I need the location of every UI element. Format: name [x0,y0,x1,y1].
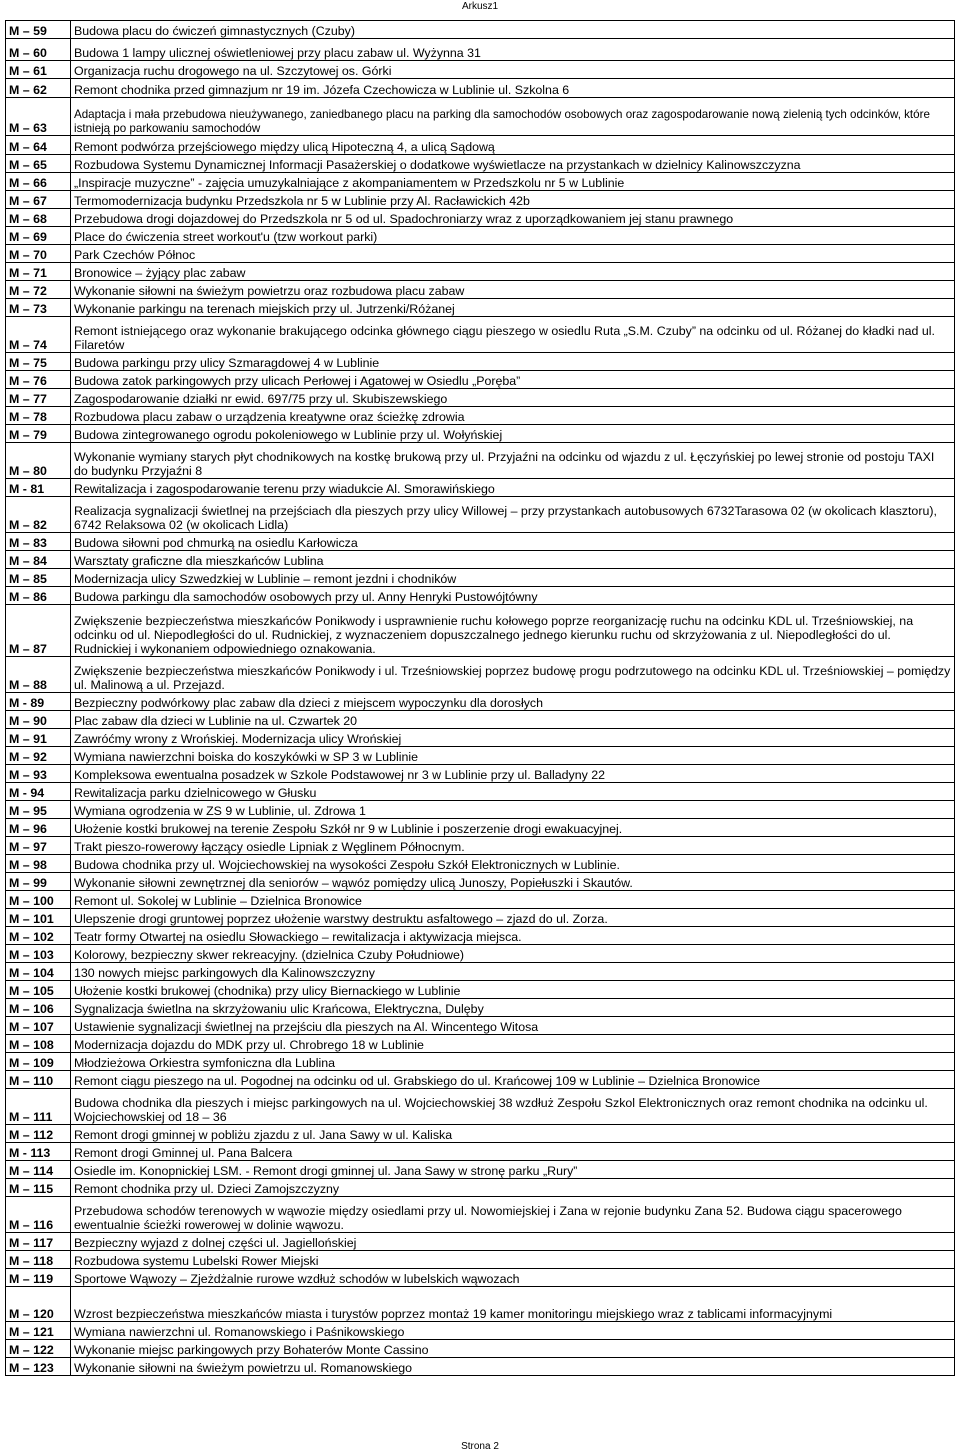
table-row [6,1340,955,1358]
table-row [6,693,955,711]
project-description[interactable]: Kolorowy, bezpieczny skwer rekreacyjny. (dzielnica Czuby Południowe) [71,945,955,963]
project-code[interactable]: M – 66 [6,173,71,191]
table-row [6,909,955,927]
table-row [6,191,955,209]
project-description[interactable]: Place do ćwiczenia street workout'u (tzw workout parki) [71,227,955,245]
project-description[interactable]: Wykonanie siłowni zewnętrznej dla seniorów – wąwóz pomiędzy ulicą Junoszy, Popiełuszki i Skautów. [71,873,955,891]
project-description[interactable]: Budowa zatok parkingowych przy ulicach Perłowej i Agatowej w Osiedlu „Poręba” [71,371,955,389]
project-code[interactable]: M – 80 [6,443,71,479]
project-description[interactable]: Modernizacja dojazdu do MDK przy ul. Chrobrego 18 w Lublinie [71,1035,955,1053]
project-description[interactable]: Rewitalizacja i zagospodarowanie terenu przy wiadukcie Al. Smorawińskiego [71,479,955,497]
project-description[interactable]: Sportowe Wąwozy – Zjeżdżalnie rurowe wzdłuż schodów w lubelskich wąwozach [71,1269,955,1287]
project-code[interactable]: M – 75 [6,353,71,371]
table-row [6,945,955,963]
project-description[interactable]: Remont ciągu pieszego na ul. Pogodnej na odcinku od ul. Grabskiego do ul. Krańcowej 109 w Lublinie – Dzielnica Bronowice [71,1071,955,1089]
project-code[interactable]: M – 88 [6,657,71,693]
project-code[interactable]: M - 113 [6,1143,71,1161]
table-row [6,855,955,873]
table-row [6,927,955,945]
project-description[interactable]: Wykonanie parkingu na terenach miejskich przy ul. Jutrzenki/Różanej [71,299,955,317]
table-row [6,837,955,855]
project-description[interactable]: Wymiana ogrodzenia w ZS 9 w Lublinie, ul. Zdrowa 1 [71,801,955,819]
table-row [6,263,955,281]
table-row [6,407,955,425]
project-description[interactable]: Sygnalizacja świetlna na skrzyżowaniu ulic Krańcowa, Elektryczna, Dulęby [71,999,955,1017]
project-code[interactable]: M – 84 [6,551,71,569]
project-description[interactable]: Budowa chodnika dla pieszych i miejsc parkingowych na ul. Wojciechowskiej 38 wzdłuż Zespołu Szkol Elektronicznych oraz remont chodnika na odcinku ul. Wojciechowskiej od 18 – 36 [71,1089,955,1125]
project-description[interactable]: Wymiana nawierzchni ul. Romanowskiego i Paśnikowskiego [71,1322,955,1340]
project-description[interactable]: Trakt pieszo-rowerowy łączący osiedle Lipniak z Węglinem Północnym. [71,837,955,855]
project-code[interactable]: M – 122 [6,1340,71,1358]
table-row [6,711,955,729]
page-footer: Strona 2 [461,1441,499,1452]
table-row [6,551,955,569]
project-code[interactable]: M – 59 [6,21,71,39]
project-code[interactable]: M – 98 [6,855,71,873]
project-description[interactable]: Rozbudowa Systemu Dynamicznej Informacji Pasażerskiej o dodatkowe wyświetlacze na przystankach w dzielnicy Kalinowszczyzna [71,155,955,173]
project-description[interactable]: Remont drogi gminnej w pobliżu zjazdu z ul. Jana Sawy w ul. Kaliska [71,1125,955,1143]
project-code[interactable]: M – 85 [6,569,71,587]
project-code[interactable]: M – 108 [6,1035,71,1053]
project-description[interactable]: Bronowice – żyjący plac zabaw [71,263,955,281]
project-description[interactable]: Wykonanie wymiany starych płyt chodnikowych na kostkę brukową przy ul. Przyjaźni na odcinku od wjazdu z ul. Łęczyńskiej po lewej stronie od postoju TAXI do budynku Przyjaźni 8 [71,443,955,479]
project-description[interactable]: Osiedle im. Konopnickiej LSM. - Remont drogi gminnej ul. Jana Sawy w stronę parku „Rury” [71,1161,955,1179]
project-description[interactable]: Termomodernizacja budynku Przedszkola nr 5 w Lublinie przy Al. Racławickich 42b [71,191,955,209]
table-row [6,209,955,227]
table-row [6,1053,955,1071]
table-row [6,533,955,551]
project-code[interactable]: M – 99 [6,873,71,891]
table-row [6,891,955,909]
project-code[interactable]: M – 90 [6,711,71,729]
table-row [6,98,955,136]
project-code[interactable]: M – 86 [6,587,71,605]
table-row [6,1233,955,1251]
project-code[interactable]: M – 71 [6,263,71,281]
project-code[interactable]: M – 60 [6,39,71,61]
project-code[interactable]: M – 68 [6,209,71,227]
table-row [6,227,955,245]
table-row [6,1287,955,1322]
project-code[interactable]: M – 79 [6,425,71,443]
project-description[interactable]: Modernizacja ulicy Szwedzkiej w Lublinie – remont jezdni i chodników [71,569,955,587]
project-description[interactable]: Ułożenie kostki brukowej (chodnika) przy ulicy Biernackiego w Lublinie [71,981,955,999]
table-row [6,569,955,587]
project-code[interactable]: M – 112 [6,1125,71,1143]
table-row [6,1269,955,1287]
project-code[interactable]: M – 116 [6,1197,71,1233]
table-row [6,963,955,981]
table-row [6,1358,955,1376]
table-row [6,79,955,98]
table-row [6,479,955,497]
project-code[interactable]: M – 72 [6,281,71,299]
table-row [6,1035,955,1053]
project-description[interactable]: Przebudowa schodów terenowych w wąwozie między osiedlami przy ul. Nowomiejskiej i Zana w rejonie budynku Zana 52. Budowa ciągu spacerowego ewentualnie ścieżki rowerowej w dolinie wąwozu. [71,1197,955,1233]
project-code[interactable]: M – 61 [6,61,71,79]
table-row [6,155,955,173]
project-description[interactable]: Rozbudowa placu zabaw o urządzenia kreatywne oraz ścieżkę zdrowia [71,407,955,425]
sheet-name: Arkusz1 [461,1,499,12]
table-row [6,136,955,155]
project-description[interactable]: Budowa placu do ćwiczeń gimnastycznych (Czuby) [71,21,955,39]
project-description[interactable]: Budowa parkingu dla samochodów osobowych przy ul. Anny Henryki Pustowójtówny [71,587,955,605]
project-code[interactable]: M – 115 [6,1179,71,1197]
table-row [6,353,955,371]
project-description[interactable]: Park Czechów Północ [71,245,955,263]
project-description[interactable]: Zwiększenie bezpieczeństwa mieszkańców Ponikwody i ul. Trześniowskiej poprzez budowę progu podrzutowego na odcinku KDL ul. Trześniowskiej – pomiędzy ul. Malinową a ul. Przejazd. [71,657,955,693]
project-description[interactable]: Zawróćmy wrony z Wrońskiej. Modernizacja ulicy Wrońskiej [71,729,955,747]
projects-table [5,20,955,1376]
project-code[interactable]: M – 92 [6,747,71,765]
project-description[interactable]: Budowa 1 lampy ulicznej oświetleniowej przy placu zabaw ul. Wyżynna 31 [71,39,955,61]
project-description[interactable]: Plac zabaw dla dzieci w Lublinie na ul. Czwartek 20 [71,711,955,729]
project-description[interactable]: „Inspiracje muzyczne” - zajęcia umuzykalniające z akompaniamentem w Przedszkolu nr 5 w Lublinie [71,173,955,191]
project-description[interactable]: Wykonanie miejsc parkingowych przy Bohaterów Monte Cassino [71,1340,955,1358]
table-row [6,173,955,191]
project-code[interactable]: M – 101 [6,909,71,927]
project-description[interactable]: Wzrost bezpieczeństwa mieszkańców miasta i turystów poprzez montaż 19 kamer monitoringu miejskiego wraz z tablicami informacyjnymi [71,1287,955,1322]
project-description[interactable]: Ulepszenie drogi gruntowej poprzez ułożenie warstwy destruktu asfaltowego – zjazd do ul. Zorza. [71,909,955,927]
project-description[interactable]: Warsztaty graficzne dla mieszkańców Lublina [71,551,955,569]
project-description[interactable]: Budowa chodnika przy ul. Wojciechowskiej na wysokości Zespołu Szkół Elektronicznych w Lublinie. [71,855,955,873]
table-row [6,1322,955,1340]
project-code[interactable]: M – 67 [6,191,71,209]
table-row [6,1017,955,1035]
project-code[interactable]: M - 81 [6,479,71,497]
table-row [6,1179,955,1197]
table-row [6,443,955,479]
table-row [6,245,955,263]
project-code[interactable]: M - 94 [6,783,71,801]
table-row [6,497,955,533]
table-row [6,765,955,783]
table-row [6,1197,955,1233]
table-row [6,425,955,443]
project-code[interactable]: M – 91 [6,729,71,747]
table-row [6,801,955,819]
table-row [6,729,955,747]
table-row [6,587,955,605]
project-code[interactable]: M – 106 [6,999,71,1017]
table-row [6,1089,955,1125]
project-description[interactable]: Budowa parkingu przy ulicy Szmaragdowej 4 w Lublinie [71,353,955,371]
table-row [6,657,955,693]
project-code[interactable]: M – 63 [6,98,71,136]
project-description[interactable]: Remont chodnika przy ul. Dzieci Zamojszczyzny [71,1179,955,1197]
project-code[interactable]: M – 105 [6,981,71,999]
project-description[interactable]: Rewitalizacja parku dzielnicowego w Głusku [71,783,955,801]
project-code[interactable]: M – 104 [6,963,71,981]
project-code[interactable]: M – 100 [6,891,71,909]
project-code[interactable]: M – 74 [6,317,71,353]
project-description[interactable]: Remont ul. Sokolej w Lublinie – Dzielnica Bronowice [71,891,955,909]
project-description[interactable]: Organizacja ruchu drogowego na ul. Szczytowej os. Górki [71,61,955,79]
table-row [6,299,955,317]
table-row [6,605,955,657]
project-description[interactable]: Teatr formy Otwartej na osiedlu Słowackiego – rewitalizacja i aktywizacja miejsca. [71,927,955,945]
project-code[interactable]: M – 64 [6,136,71,155]
table-row [6,1161,955,1179]
project-description[interactable]: 130 nowych miejsc parkingowych dla Kalinowszczyzny [71,963,955,981]
project-description[interactable]: Bezpieczny wyjazd z dolnej części ul. Jagiellońskiej [71,1233,955,1251]
project-code[interactable]: M – 73 [6,299,71,317]
table-row [6,371,955,389]
table-row [6,389,955,407]
table-row [6,21,955,39]
project-description[interactable]: Ustawienie sygnalizacji świetlnej na przejściu dla pieszych na Al. Wincentego Witosa [71,1017,955,1035]
project-description[interactable]: Wykonanie siłowni na świeżym powietrzu ul. Romanowskiego [71,1358,955,1376]
project-code[interactable]: M – 118 [6,1251,71,1269]
project-code[interactable]: M – 123 [6,1358,71,1376]
project-description[interactable]: Budowa zintegrowanego ogrodu pokoleniowego w Lublinie przy ul. Wołyńskiej [71,425,955,443]
project-code[interactable]: M – 117 [6,1233,71,1251]
project-code[interactable]: M – 121 [6,1322,71,1340]
table-row [6,873,955,891]
project-description[interactable]: Zwiększenie bezpieczeństwa mieszkańców Ponikwody i usprawnienie ruchu kołowego poprze reorganizację ruchu na odcinku KDL ul. Trześniowskiej, na odcinku od ul. Niepodległości do ul. Rudnickiej, z wyznaczeniem dopuszczalnego jednego kierunku ruchu od skrzyżowania z ul. Niepodległości do ul. Rudnickiej i wykonaniem odpowiedniego oznakowania. [71,605,955,657]
project-description[interactable]: Realizacja sygnalizacji świetlnej na przejściach dla pieszych przy ulicy Willowej – przy przystankach autobusowych 6732Tarasowa 02 (w okolicach klasztoru), 6742 Relaksowa 02 (w okolicach Lidla) [71,497,955,533]
project-description[interactable]: Wykonanie siłowni na świeżym powietrzu oraz rozbudowa placu zabaw [71,281,955,299]
project-code[interactable]: M – 120 [6,1287,71,1322]
table-row [6,39,955,61]
table-row [6,1251,955,1269]
project-code[interactable]: M – 62 [6,79,71,98]
project-code[interactable]: M – 103 [6,945,71,963]
project-code[interactable]: M – 69 [6,227,71,245]
table-row [6,999,955,1017]
project-description[interactable]: Kompleksowa ewentualna posadzek w Szkole Podstawowej nr 3 w Lublinie przy ul. Balladyny 22 [71,765,955,783]
project-description[interactable]: Bezpieczny podwórkowy plac zabaw dla dzieci z miejscem wypoczynku dla dorosłych [71,693,955,711]
project-code[interactable]: M – 65 [6,155,71,173]
project-description[interactable]: Remont drogi Gminnej ul. Pana Balcera [71,1143,955,1161]
project-description[interactable]: Zagospodarowanie działki nr ewid. 697/75 przy ul. Skubiszewskiego [71,389,955,407]
project-code[interactable]: M – 110 [6,1071,71,1089]
project-description[interactable]: Ułożenie kostki brukowej na terenie Zespołu Szkół nr 9 w Lublinie i poszerzenie drogi ewakuacyjnej. [71,819,955,837]
project-code[interactable]: M – 78 [6,407,71,425]
table-row [6,61,955,79]
table-row [6,747,955,765]
project-description[interactable]: Wymiana nawierzchni boiska do koszykówki w SP 3 w Lublinie [71,747,955,765]
table-row [6,783,955,801]
table-row [6,1143,955,1161]
project-code[interactable]: M – 97 [6,837,71,855]
project-code[interactable]: M – 95 [6,801,71,819]
table-row [6,1125,955,1143]
project-description[interactable]: Remont chodnika przed gimnazjum nr 19 im. Józefa Czechowicza w Lublinie ul. Szkolna 6 [71,79,955,98]
project-code[interactable]: M – 93 [6,765,71,783]
project-description[interactable]: Budowa siłowni pod chmurką na osiedlu Karłowicza [71,533,955,551]
project-code[interactable]: M – 76 [6,371,71,389]
project-code[interactable]: M – 109 [6,1053,71,1071]
project-code[interactable]: M – 87 [6,605,71,657]
table-row [6,317,955,353]
project-code[interactable]: M – 77 [6,389,71,407]
project-description[interactable]: Rozbudowa systemu Lubelski Rower Miejski [71,1251,955,1269]
project-code[interactable]: M – 82 [6,497,71,533]
table-row [6,281,955,299]
project-description[interactable]: Remont podwórza przejściowego między ulicą Hipoteczną 4, a ulicą Sądową [71,136,955,155]
table-row [6,981,955,999]
project-code[interactable]: M – 114 [6,1161,71,1179]
project-code[interactable]: M – 83 [6,533,71,551]
project-description[interactable]: Remont istniejącego oraz wykonanie brakującego odcinka głównego ciągu pieszego w osiedlu Ruta „S.M. Czuby” na odcinku od ul. Różanej do kładki nad ul. Filaretów [71,317,955,353]
project-description[interactable]: Przebudowa drogi dojazdowej do Przedszkola nr 5 od ul. Spadochroniarzy wraz z uporządkowaniem jej stanu prawnego [71,209,955,227]
project-code[interactable]: M – 102 [6,927,71,945]
project-code[interactable]: M – 107 [6,1017,71,1035]
project-code[interactable]: M – 70 [6,245,71,263]
project-description[interactable]: Młodzieżowa Orkiestra symfoniczna dla Lublina [71,1053,955,1071]
project-code[interactable]: M – 111 [6,1089,71,1125]
project-description[interactable]: Adaptacja i mała przebudowa nieużywanego, zaniedbanego placu na parking dla samochodów osobowych oraz zagospodarowanie nową zielenią tych odcinków, które istnieją po parkowaniu samochodów [71,98,955,136]
project-code[interactable]: M – 119 [6,1269,71,1287]
project-code[interactable]: M – 96 [6,819,71,837]
project-code[interactable]: M - 89 [6,693,71,711]
table-row [6,819,955,837]
table-row [6,1071,955,1089]
